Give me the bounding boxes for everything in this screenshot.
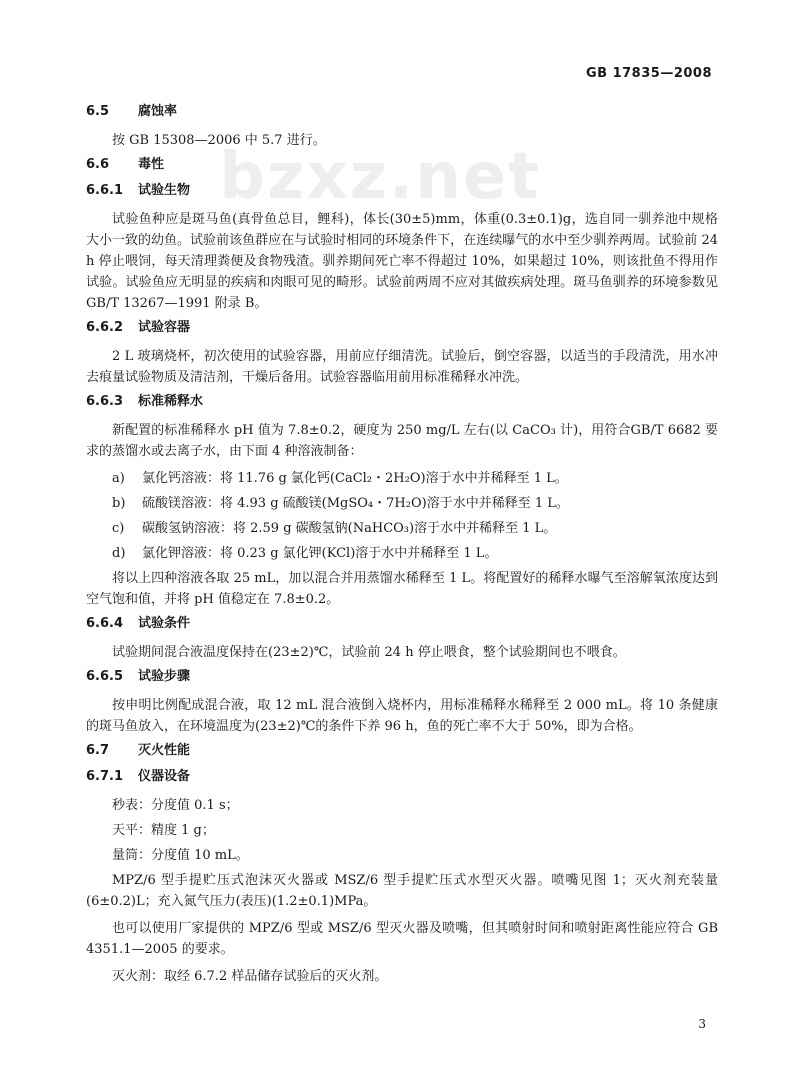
- list-item: [86, 543, 718, 564]
- section-heading-6-6-4: [86, 616, 718, 632]
- document-body: [86, 104, 718, 993]
- section-number: 6.6.1: [86, 183, 124, 198]
- list-item: [86, 518, 718, 539]
- section-number: 6.6.4: [86, 616, 124, 631]
- paragraph-6-6-2: 2 L 玻璃烧杯，初次使用的试验容器，用前应仔细清洗。试验后，倒空容器，以适当的手段清洗，用水冲去痕量试验物质及清洁剂，干燥后备用。试验容器临用前用标准稀释水冲洗。: [86, 349, 718, 385]
- section-heading-6-6-3: [86, 394, 718, 410]
- list-item-text: 氯化钙溶液：将 11.76 g 氯化钙(CaCl₂・2H₂O)溶于水中并稀释至 1 L。: [142, 471, 568, 486]
- list-item-label: b): [112, 496, 126, 511]
- section-heading-6-6-5: [86, 669, 718, 685]
- section-heading-6-7: [86, 743, 718, 759]
- section-heading-6-7-1: [86, 769, 718, 785]
- section-title: 标准稀释水: [138, 394, 204, 409]
- section-number: 6.7.1: [86, 769, 124, 784]
- section-title: 试验步骤: [138, 669, 191, 684]
- list-item-label: a): [112, 471, 125, 486]
- section-title: 仪器设备: [138, 769, 191, 784]
- list-item-text: 硫酸镁溶液：将 4.93 g 硫酸镁(MgSO₄・7H₂O)溶于水中并稀释至 1 L。: [142, 496, 569, 511]
- section-heading-6-6: [86, 157, 718, 173]
- paragraph-6-6-3-after: 将以上四种溶液各取 25 mL，加以混合并用蒸馏水稀释至 1 L。将配置好的稀释水曝气至溶解氧浓度达到空气饱和值，并将 pH 值稳定在 7.8±0.2。: [86, 571, 718, 607]
- list-item-label: d): [112, 546, 126, 561]
- list-item-text: 碳酸氢钠溶液：将 2.59 g 碳酸氢钠(NaHCO₃)溶于水中并稀释至 1 L。: [142, 521, 557, 536]
- section-number: 6.6.5: [86, 669, 124, 684]
- section-title: 毒性: [138, 157, 165, 172]
- section-number: 6.6.3: [86, 394, 124, 409]
- section-number: 6.7: [86, 743, 110, 758]
- watermark: bzxz.net: [219, 140, 541, 214]
- paragraph-6-7-1-a: MPZ/6 型手提贮压式泡沫灭火器或 MSZ/6 型手提贮压式水型灭火器。喷嘴见图 1；灭火剂充装量(6±0.2)L；充入氮气压力(表压)(1.2±0.1)MPa。: [86, 873, 718, 909]
- section-heading-6-5: [86, 104, 718, 120]
- instrument-line: 天平：精度 1 g；: [112, 823, 215, 838]
- list-item: [86, 493, 718, 514]
- paragraph-6-6-4: 试验期间混合液温度保持在(23±2)℃，试验前 24 h 停止喂食，整个试验期间也不喂食。: [112, 645, 626, 660]
- section-title: 试验生物: [138, 183, 191, 198]
- paragraph-6-7-1-c: 灭火剂：取经 6.7.2 样品储存试验后的灭火剂。: [112, 969, 388, 984]
- paragraph-6-6-1: 试验鱼种应是斑马鱼(真骨鱼总目，鲤科)，体长(30±5)mm，体重(0.3±0.1)g，选自同一驯养池中规格大小一致的幼鱼。试验前该鱼群应在与试验时相同的环境条件下，在连续曝气的水中至少驯养两周。试验前 24 h 停止喂饲，每天清理粪便及食物残渣。驯养期间死亡率不得超过 10%，如果超过 10%，则该批鱼不得用作试验。试验鱼应无明显的疾病和肉眼可见的畸形。试验前两周不应对其做疾病处理。斑马鱼驯养的环境参数见 GB/T 13267—1991 附录 B。: [86, 212, 718, 311]
- section-title: 腐蚀率: [138, 104, 178, 119]
- paragraph-6-6-5: 按申明比例配成混合液，取 12 mL 混合液倒入烧杯内，用标准稀释水稀释至 2 000 mL。将 10 条健康的斑马鱼放入，在环境温度为(23±2)℃的条件下养 96 h，鱼的死亡率不大于 50%，即为合格。: [86, 698, 718, 734]
- instrument-line: 秒表：分度值 0.1 s；: [112, 798, 239, 813]
- instrument-line: 量筒：分度值 10 mL。: [112, 848, 249, 863]
- paragraph-6-5: 按 GB 15308—2006 中 5.7 进行。: [112, 133, 326, 148]
- standard-code: GB 17835—2008: [585, 66, 712, 81]
- list-item: [86, 468, 718, 489]
- paragraph-6-6-3: 新配置的标准稀释水 pH 值为 7.8±0.2，硬度为 250 mg/L 左右(以 CaCO₃ 计)，用符合GB/T 6682 要求的蒸馏水或去离子水，由下面 4 种溶液制备：: [86, 423, 718, 459]
- section-title: 试验条件: [138, 616, 191, 631]
- section-heading-6-6-2: [86, 320, 718, 336]
- section-number: 6.6: [86, 157, 110, 172]
- section-heading-6-6-1: [86, 183, 718, 199]
- list-item-label: c): [112, 521, 125, 536]
- list-item-text: 氯化钾溶液：将 0.23 g 氯化钾(KCl)溶于水中并稀释至 1 L。: [142, 546, 498, 561]
- section-number: 6.5: [86, 104, 110, 119]
- paragraph-6-7-1-b: 也可以使用厂家提供的 MPZ/6 型或 MSZ/6 型灭火器及喷嘴，但其喷射时间和喷射距离性能应符合 GB 4351.1—2005 的要求。: [86, 921, 718, 957]
- section-title: 灭火性能: [138, 743, 191, 758]
- section-title: 试验容器: [138, 320, 191, 335]
- page-number: 3: [698, 1017, 706, 1031]
- section-number: 6.6.2: [86, 320, 124, 335]
